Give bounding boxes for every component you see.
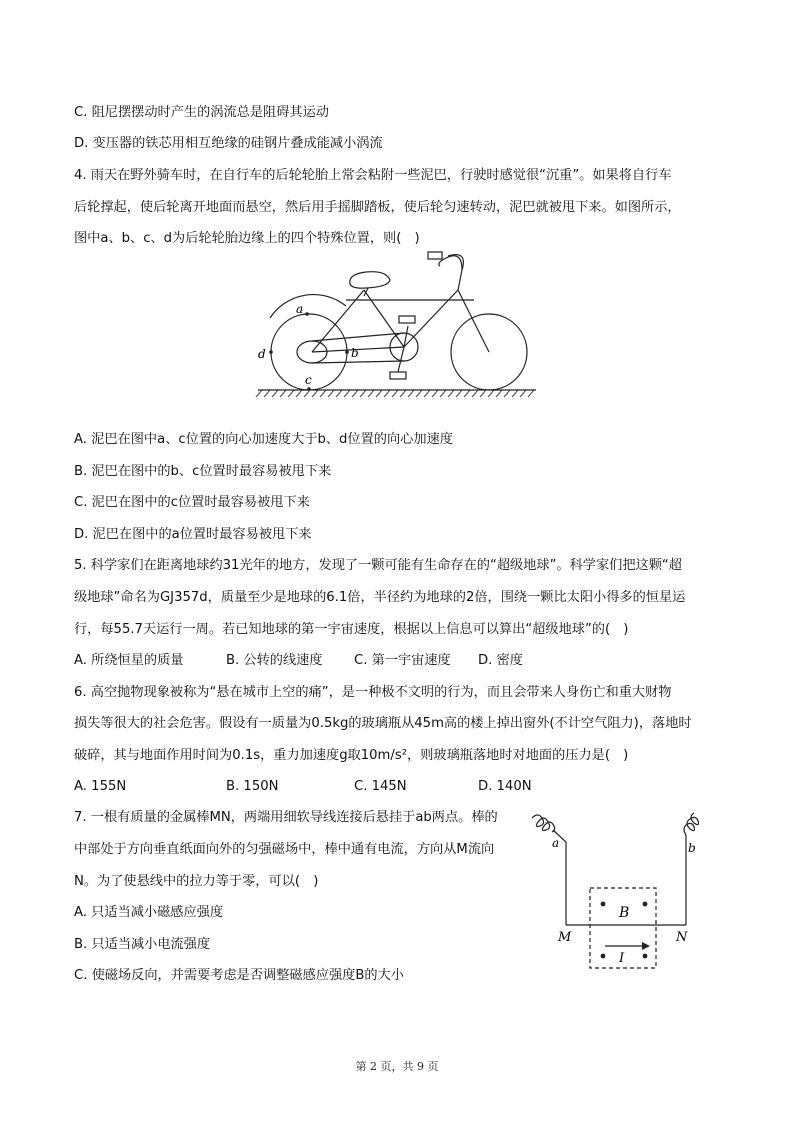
text-line: D. 泥巴在图中的a位置时最容易被甩下来	[74, 527, 312, 542]
text-line: D. 变压器的铁芯用相互绝缘的硅钢片叠成能减小涡流	[74, 136, 383, 151]
circuit-label-b: b	[688, 841, 696, 855]
bike-label-c: c	[305, 373, 312, 387]
q5-option-d: D. 密度	[478, 653, 523, 668]
text-line: C. 泥巴在图中的c位置时最容易被甩下来	[74, 495, 310, 510]
text-line: 中部处于方向垂直纸面向外的匀强磁场中，棒中通有电流，方向从M流向	[74, 842, 495, 857]
field-label-b: B	[619, 905, 630, 921]
text-line: 6. 高空抛物现象被称为“悬在城市上空的痛”，是一种极不文明的行为，而且会带来人身伤亡和重大财物	[74, 685, 672, 700]
text-line: 损失等很大的社会危害。假设有一质量为0.5kg的玻璃瓶从45m高的楼上掉出窗外(不计空气阻力)，落地时	[74, 716, 692, 731]
page-footer: 第 2 页，共 9 页	[355, 1060, 439, 1073]
q6-option-a: A. 155N	[74, 779, 127, 794]
bike-label-d: d	[258, 347, 266, 361]
text-line: 5. 科学家们在距离地球约31光年的地方，发现了一颗可能有生命存在的“超级地球”。科学家们把这颗“超	[74, 558, 682, 573]
q6-option-c: C. 145N	[354, 779, 407, 794]
text-line: C. 阻尼摆摆动时产生的涡流总是阻碍其运动	[74, 105, 329, 120]
text-line: 图中a、b、c、d为后轮轮胎边缘上的四个特殊位置，则( )	[74, 231, 420, 246]
text-line: 7. 一根有质量的金属棒MN，两端用细软导线连接后悬挂于ab两点。棒的	[74, 810, 498, 825]
q5-option-a: A. 所绕恒星的质量	[74, 653, 184, 668]
text-line: B. 泥巴在图中的b、c位置时最容易被甩下来	[74, 464, 332, 479]
current-label-i: I	[619, 951, 625, 966]
bike-label-a: a	[296, 302, 304, 316]
text-line: A. 只适当减小磁感应强度	[74, 905, 224, 920]
text-line: 后轮撑起，使后轮离开地面而悬空，然后用手摇脚踏板，使后轮匀速转动，泥巴就被甩下来。如图所示，	[74, 200, 681, 215]
bike-label-b: b	[351, 346, 359, 360]
circuit-label-a: a	[552, 836, 560, 850]
text-line: C. 使磁场反向，并需要考虑是否调整磁感应强度B的大小	[74, 968, 404, 983]
text-line: 行，每55.7天运行一周。若已知地球的第一宇宙速度，根据以上信息可以算出“超级地球”的( )	[74, 622, 629, 637]
text-line: 破碎，其与地面作用时间为0.1s，重力加速度g取10m/s²，则玻璃瓶落地时对地面的压力是( )	[74, 748, 629, 763]
circuit-label-n: N	[676, 930, 688, 945]
text-line: 4. 雨天在野外骑车时，在自行车的后轮轮胎上常会粘附一些泥巴，行驶时感觉很“沉重”。如果将自行车	[74, 168, 672, 183]
text-line: 级地球”命名为GJ357d，质量至少是地球的6.1倍，半径约为地球的2倍，围绕一颗比太阳小得多的恒星运	[74, 590, 686, 605]
q6-option-d: D. 140N	[478, 779, 532, 794]
q5-option-c: C. 第一宇宙速度	[354, 653, 451, 668]
q6-option-b: B. 150N	[226, 779, 279, 794]
text-line: B. 只适当减小电流强度	[74, 937, 211, 952]
text-line: N。为了使悬线中的拉力等于零，可以( )	[74, 874, 319, 889]
text-line: A. 泥巴在图中a、c位置的向心加速度大于b、d位置的向心加速度	[74, 432, 453, 447]
circuit-label-m: M	[558, 930, 572, 945]
q5-option-b: B. 公转的线速度	[226, 653, 323, 668]
